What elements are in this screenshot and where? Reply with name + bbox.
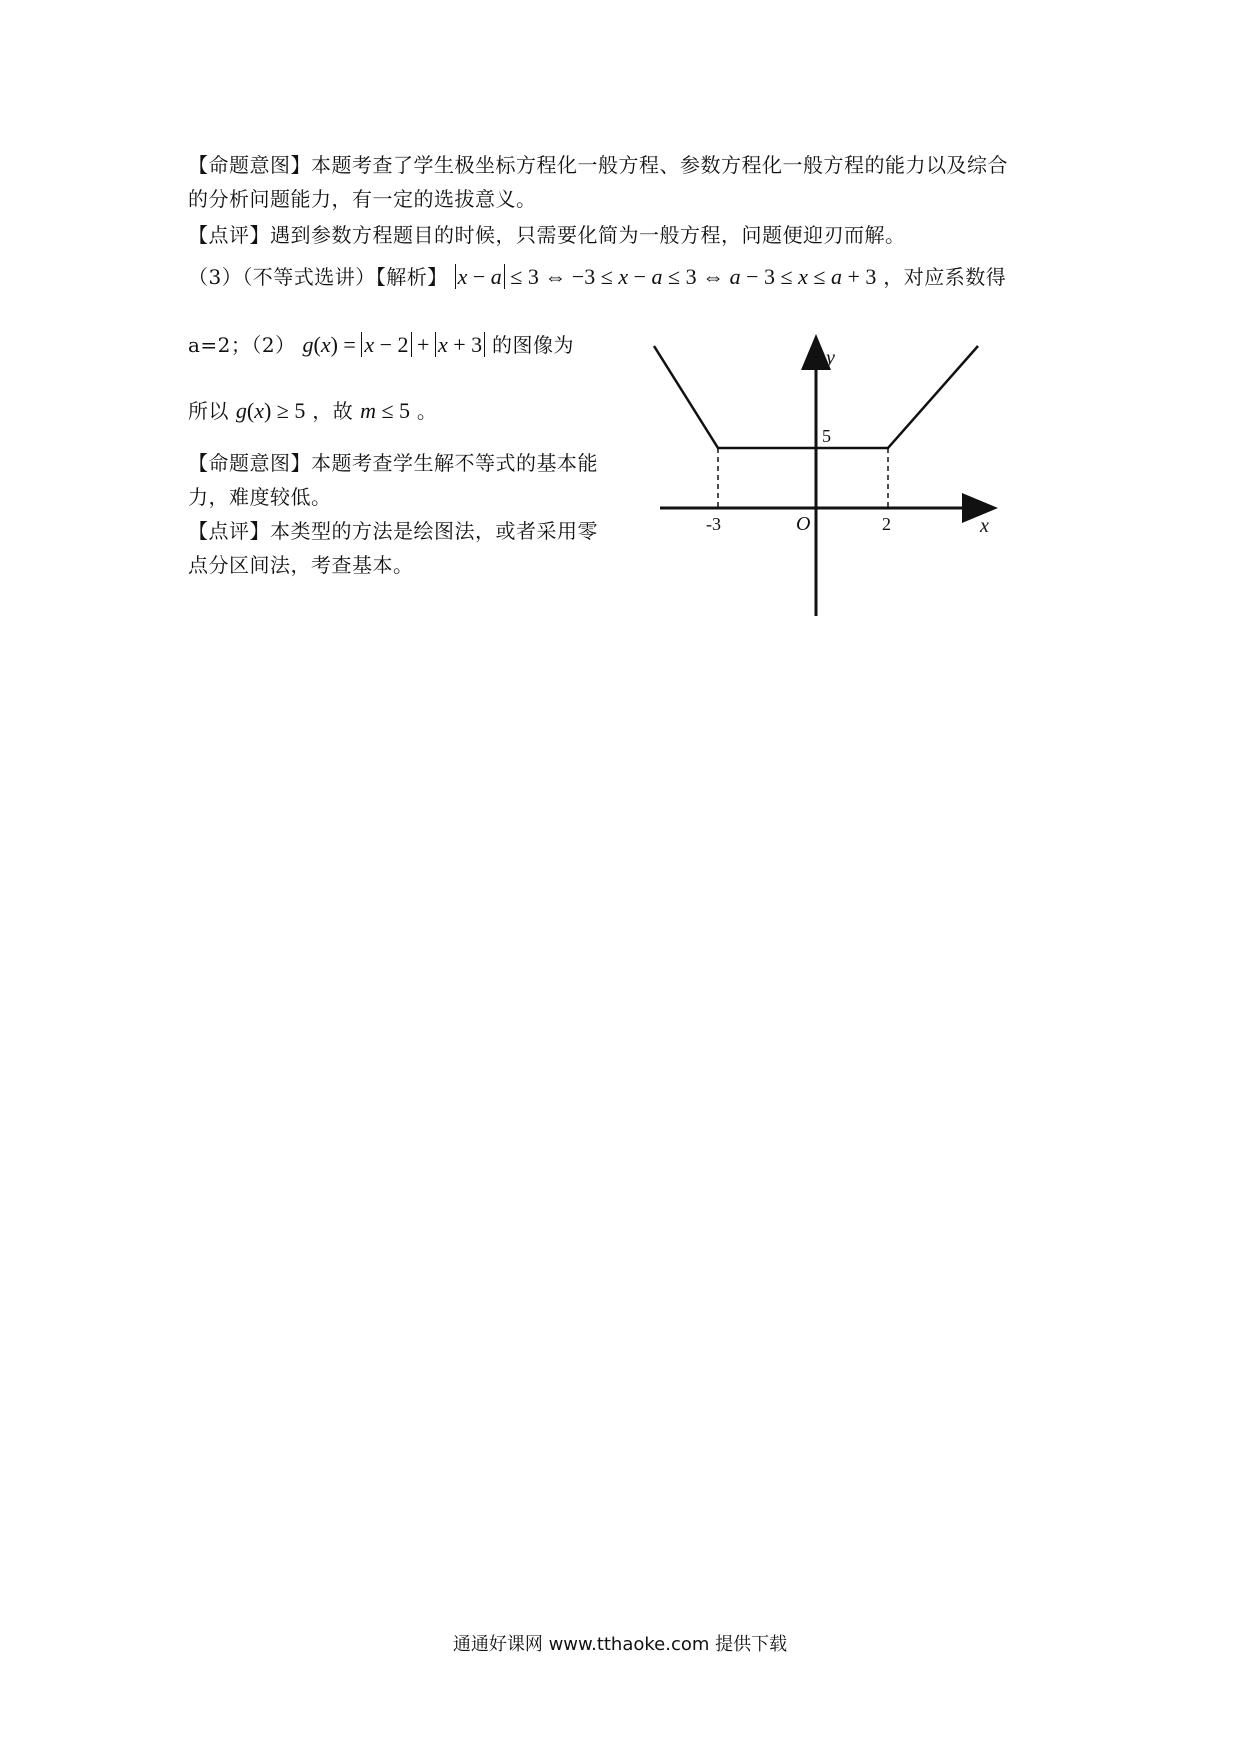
origin-label: O xyxy=(796,513,811,535)
footer-text: 通通好课网 www.tthaoke.com 提供下载 xyxy=(452,1634,788,1655)
p5-formula-m: m ≤ 5 xyxy=(360,398,411,423)
p7-line2: 点分区间法，考查基本。 xyxy=(188,553,414,577)
p4-suffix: 的图像为 xyxy=(491,333,574,357)
p5-suffix: 。 xyxy=(416,399,438,423)
tick-label-neg3: -3 xyxy=(706,514,721,534)
p5-prefix: 所以 xyxy=(188,399,229,423)
y-axis-label: y xyxy=(826,347,835,369)
p5-formula-g: g(x) ≥ 5 xyxy=(235,398,306,423)
p4-formula: g(x) = x − 2 + x + 3 xyxy=(303,332,486,357)
p6-line2: 力，难度较低。 xyxy=(188,485,332,509)
function-graph xyxy=(650,330,1010,620)
tick-label-2: 2 xyxy=(882,514,891,534)
p1-line2: 的分析问题能力，有一定的选拔意义。 xyxy=(188,187,537,211)
p3-analysis xyxy=(188,264,1006,290)
p6-line1: 【命题意图】本题考查学生解不等式的基本能 xyxy=(188,451,598,475)
p5-mid: ，故 xyxy=(312,399,354,423)
p4-prefix: a=2；（2） xyxy=(188,333,296,357)
p3-formula: x − a ≤ 3 ⇔ −3 ≤ x − a ≤ 3 ⇔ a − 3 ≤ x ≤ a + 3 xyxy=(455,264,877,289)
p2-comment: 【点评】遇到参数方程题目的时候，只需要化简为一般方程，问题便迎刃而解。 xyxy=(188,223,906,247)
p7-line1: 【点评】本类型的方法是绘图法，或者采用零 xyxy=(188,519,598,543)
p3-prefix: （3）（不等式选讲）【解析】 xyxy=(188,265,448,289)
x-axis-label: x xyxy=(980,515,989,537)
p3-suffix: ，对应系数得 xyxy=(883,265,1007,289)
p5-conclusion xyxy=(188,398,437,424)
p4-graph-intro xyxy=(188,332,574,358)
p1-line1: 【命题意图】本题考查了学生极坐标方程化一般方程、参数方程化一般方程的能力以及综合 xyxy=(188,153,1008,177)
tick-label-5: 5 xyxy=(822,426,831,446)
